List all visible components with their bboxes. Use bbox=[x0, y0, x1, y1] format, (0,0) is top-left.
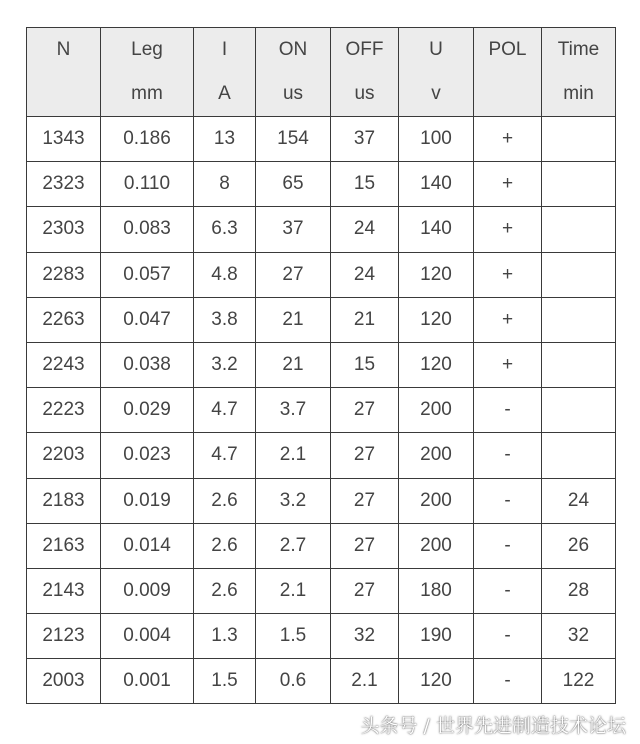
table-cell bbox=[542, 252, 616, 297]
table-cell: 120 bbox=[399, 297, 474, 342]
table-cell: - bbox=[474, 388, 542, 433]
table-cell: 27 bbox=[331, 433, 399, 478]
table-cell: 122 bbox=[542, 659, 616, 704]
table-cell: 2.6 bbox=[194, 523, 256, 568]
table-cell: 37 bbox=[256, 207, 331, 252]
table-cell bbox=[542, 297, 616, 342]
column-name: OFF bbox=[345, 39, 384, 60]
table-cell: 0.057 bbox=[101, 252, 194, 297]
table-row bbox=[27, 117, 616, 162]
table-cell: 3.7 bbox=[256, 388, 331, 433]
table-cell: 65 bbox=[256, 162, 331, 207]
table-cell: 2.1 bbox=[256, 568, 331, 613]
column-header bbox=[256, 28, 331, 117]
table-cell: 28 bbox=[542, 568, 616, 613]
table-cell: 6.3 bbox=[194, 207, 256, 252]
table-cell: 2323 bbox=[27, 162, 101, 207]
column-name: U bbox=[429, 39, 443, 60]
table-row bbox=[27, 252, 616, 297]
table-cell: 2.7 bbox=[256, 523, 331, 568]
column-unit bbox=[27, 72, 100, 116]
table-cell: + bbox=[474, 117, 542, 162]
column-unit: v bbox=[431, 83, 441, 104]
table-cell: + bbox=[474, 162, 542, 207]
table-cell: 0.6 bbox=[256, 659, 331, 704]
table-cell: 2263 bbox=[27, 297, 101, 342]
table-cell bbox=[542, 388, 616, 433]
column-unit: us bbox=[282, 83, 304, 104]
table-row bbox=[27, 523, 616, 568]
table-cell: - bbox=[474, 523, 542, 568]
table-row bbox=[27, 568, 616, 613]
table-cell: 154 bbox=[256, 117, 331, 162]
column-header bbox=[101, 28, 194, 117]
column-header bbox=[542, 28, 616, 117]
table-cell: 200 bbox=[399, 523, 474, 568]
table-cell: 120 bbox=[399, 342, 474, 387]
table-cell: 0.001 bbox=[101, 659, 194, 704]
table-cell: 21 bbox=[256, 297, 331, 342]
table-row bbox=[27, 433, 616, 478]
column-unit: mm bbox=[131, 83, 163, 104]
table-cell: 0.023 bbox=[101, 433, 194, 478]
table-body bbox=[27, 117, 616, 704]
table-cell: 190 bbox=[399, 614, 474, 659]
column-name: Leg bbox=[131, 39, 163, 60]
table-cell: 2003 bbox=[27, 659, 101, 704]
table-cell: 4.7 bbox=[194, 388, 256, 433]
table-cell: 24 bbox=[542, 478, 616, 523]
table-row bbox=[27, 478, 616, 523]
table-cell: 2303 bbox=[27, 207, 101, 252]
parameters-table bbox=[26, 27, 616, 704]
table-cell: 27 bbox=[331, 568, 399, 613]
table-cell: 2203 bbox=[27, 433, 101, 478]
table-cell: 2223 bbox=[27, 388, 101, 433]
table-cell: + bbox=[474, 297, 542, 342]
header-row bbox=[27, 28, 616, 117]
column-name: POL bbox=[488, 39, 527, 60]
table-cell: 1.5 bbox=[256, 614, 331, 659]
watermark: 头条号 / 世界先进制造技术论坛 bbox=[360, 715, 626, 737]
table-cell bbox=[542, 342, 616, 387]
table-cell: 2143 bbox=[27, 568, 101, 613]
table-cell: 0.038 bbox=[101, 342, 194, 387]
table-cell bbox=[542, 207, 616, 252]
table-cell: 26 bbox=[542, 523, 616, 568]
table-cell: 140 bbox=[399, 162, 474, 207]
table-cell: 2283 bbox=[27, 252, 101, 297]
table-cell: 2.6 bbox=[194, 568, 256, 613]
table-cell: 0.019 bbox=[101, 478, 194, 523]
table-cell: 4.8 bbox=[194, 252, 256, 297]
table-cell: 27 bbox=[331, 388, 399, 433]
table-cell bbox=[542, 433, 616, 478]
table-row bbox=[27, 162, 616, 207]
column-header bbox=[474, 28, 542, 117]
table-cell: 37 bbox=[331, 117, 399, 162]
table-cell: 0.004 bbox=[101, 614, 194, 659]
table-cell: - bbox=[474, 614, 542, 659]
table-cell: 120 bbox=[399, 252, 474, 297]
table-cell: 2163 bbox=[27, 523, 101, 568]
column-name: Time bbox=[557, 39, 600, 60]
table-cell: 27 bbox=[256, 252, 331, 297]
table-cell: 15 bbox=[331, 342, 399, 387]
table-cell: 0.029 bbox=[101, 388, 194, 433]
column-name: N bbox=[56, 39, 71, 60]
table-cell: 8 bbox=[194, 162, 256, 207]
table-cell: - bbox=[474, 478, 542, 523]
table-cell: 1.3 bbox=[194, 614, 256, 659]
table-cell: - bbox=[474, 568, 542, 613]
column-unit: A bbox=[218, 83, 231, 104]
table-cell: - bbox=[474, 433, 542, 478]
table-cell: 15 bbox=[331, 162, 399, 207]
column-name: ON bbox=[278, 39, 308, 60]
table-cell: 200 bbox=[399, 388, 474, 433]
table-cell bbox=[542, 162, 616, 207]
table-cell: 2.1 bbox=[256, 433, 331, 478]
table-cell: 24 bbox=[331, 252, 399, 297]
table-cell: 180 bbox=[399, 568, 474, 613]
table-cell: 0.186 bbox=[101, 117, 194, 162]
table-cell: 4.7 bbox=[194, 433, 256, 478]
table-cell bbox=[542, 117, 616, 162]
column-header bbox=[399, 28, 474, 117]
column-header bbox=[331, 28, 399, 117]
table-cell: 3.2 bbox=[256, 478, 331, 523]
table-cell: 24 bbox=[331, 207, 399, 252]
table-cell: 3.2 bbox=[194, 342, 256, 387]
column-header bbox=[27, 28, 101, 117]
table-cell: 27 bbox=[331, 523, 399, 568]
column-unit: us bbox=[354, 83, 375, 104]
table-cell: 32 bbox=[542, 614, 616, 659]
table-cell: 120 bbox=[399, 659, 474, 704]
table-cell: + bbox=[474, 207, 542, 252]
table-cell: 0.110 bbox=[101, 162, 194, 207]
table-cell: 2183 bbox=[27, 478, 101, 523]
table-cell: 100 bbox=[399, 117, 474, 162]
table-cell: 0.047 bbox=[101, 297, 194, 342]
table-row bbox=[27, 388, 616, 433]
column-unit: min bbox=[563, 83, 594, 104]
table-cell: 200 bbox=[399, 433, 474, 478]
table-cell: 21 bbox=[331, 297, 399, 342]
table-cell: 2123 bbox=[27, 614, 101, 659]
table-cell: 27 bbox=[331, 478, 399, 523]
table-cell: 0.009 bbox=[101, 568, 194, 613]
table-cell: + bbox=[474, 342, 542, 387]
table-row bbox=[27, 659, 616, 704]
table-header bbox=[27, 28, 616, 117]
table-cell: 140 bbox=[399, 207, 474, 252]
table-row bbox=[27, 207, 616, 252]
column-unit bbox=[474, 72, 541, 116]
table-cell: 2.1 bbox=[331, 659, 399, 704]
table-cell: 0.083 bbox=[101, 207, 194, 252]
table-cell: 0.014 bbox=[101, 523, 194, 568]
table-cell: 1.5 bbox=[194, 659, 256, 704]
table-cell: 1343 bbox=[27, 117, 101, 162]
table-row bbox=[27, 297, 616, 342]
table-cell: 21 bbox=[256, 342, 331, 387]
column-header bbox=[194, 28, 256, 117]
column-name: I bbox=[221, 39, 228, 60]
table-cell: 13 bbox=[194, 117, 256, 162]
table-cell: 2.6 bbox=[194, 478, 256, 523]
table-cell: - bbox=[474, 659, 542, 704]
table-row bbox=[27, 342, 616, 387]
table-cell: 2243 bbox=[27, 342, 101, 387]
table-cell: 3.8 bbox=[194, 297, 256, 342]
table-cell: 200 bbox=[399, 478, 474, 523]
table-cell: + bbox=[474, 252, 542, 297]
table-cell: 32 bbox=[331, 614, 399, 659]
table-row bbox=[27, 614, 616, 659]
